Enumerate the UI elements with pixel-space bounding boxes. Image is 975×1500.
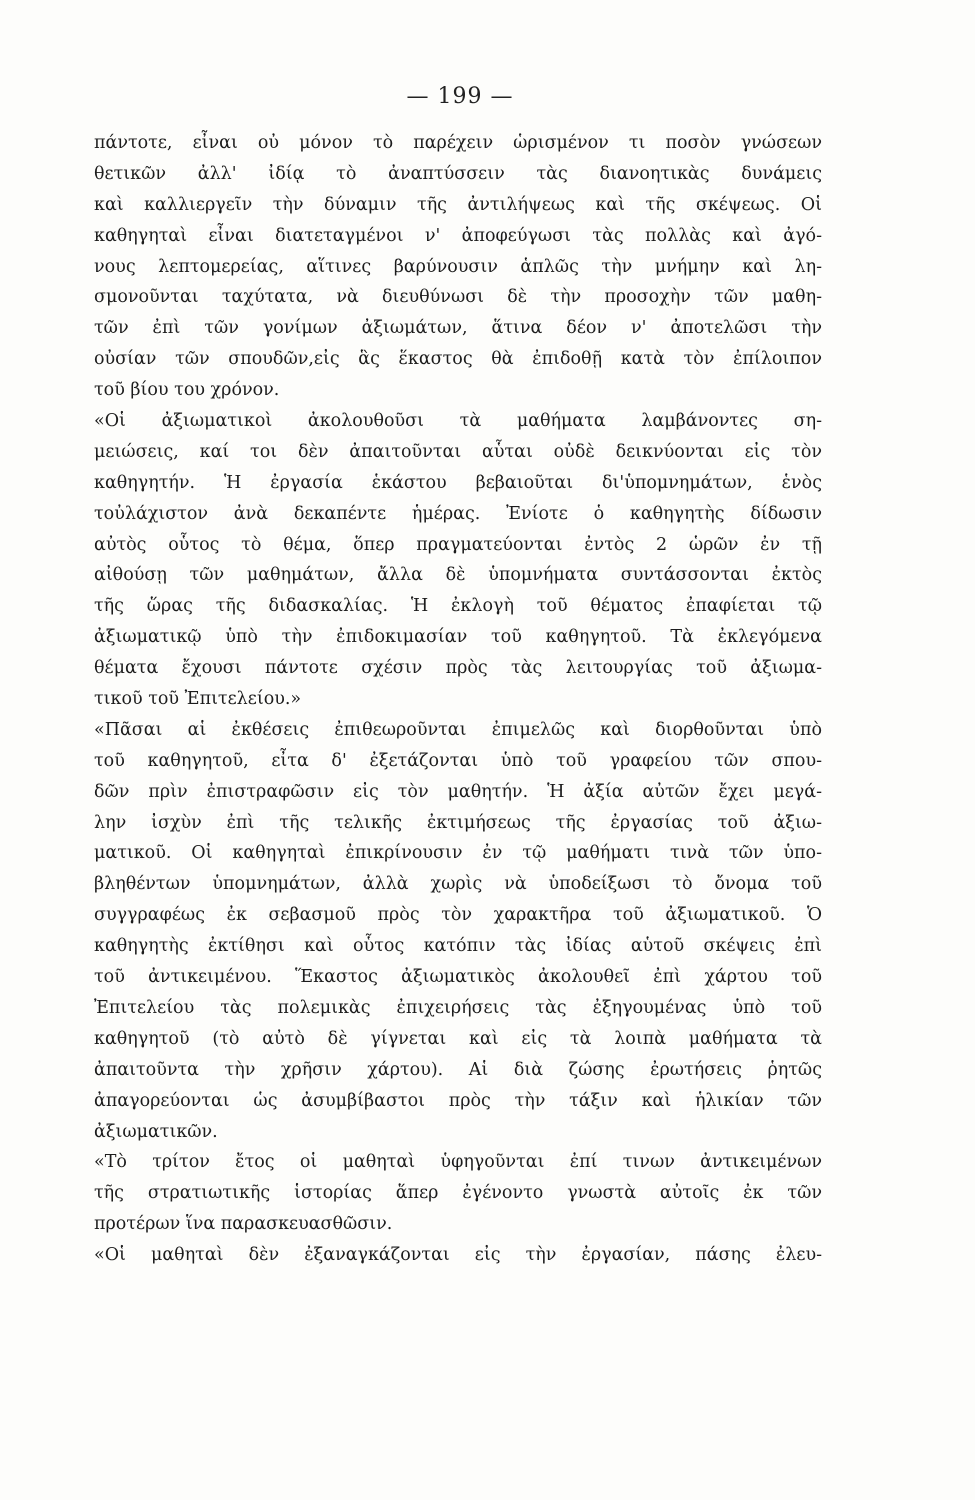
text-line: τοῦ βίου του χρόνον. — [94, 380, 280, 401]
text-line: θετικῶν ἀλλ' ἰδίᾳ τὸ ἀναπτύσσειν τὰς διανοητικὰς δυνάμεις — [94, 163, 822, 184]
text-line: λην ἰσχὺν ἐπὶ τῆς τελικῆς ἐκτιμήσεως τῆς ἐργασίας τοῦ ἀξιω- — [94, 812, 822, 833]
page-number: — 199 — — [406, 84, 514, 109]
text-line: ματικοῦ. Οἱ καθηγηταὶ ἐπικρίνουσιν ἐν τῷ μαθήματι τινὰ τῶν ὑπο- — [94, 843, 822, 864]
text-line: τοῦ ἀντικειμένου. Ἕκαστος ἀξιωματικὸς ἀκολουθεῖ ἐπὶ χάρτου τοῦ — [94, 967, 822, 988]
text-line: τικοῦ τοῦ Ἐπιτελείου.» — [94, 689, 302, 710]
text-line: δῶν πρὶν ἐπιστραφῶσιν εἰς τὸν μαθητήν. Ἡ ἀξία αὐτῶν ἔχει μεγά- — [94, 781, 822, 802]
text-line: τοὐλάχιστον ἀνὰ δεκαπέντε ἡμέρας. Ἐνίοτε ὁ καθηγητὴς δίδωσιν — [94, 503, 822, 524]
text-line: τῆς στρατιωτικῆς ἱστορίας ἅπερ ἐγένοντο γνωστὰ αὐτοῖς ἐκ τῶν — [94, 1183, 822, 1204]
text-line: «Οἱ μαθηταὶ δὲν ἐξαναγκάζονται εἰς τὴν ἐργασίαν, πάσης ἐλευ- — [94, 1245, 822, 1266]
text-line: πάντοτε, εἶναι οὐ μόνον τὸ παρέχειν ὡρισμένον τι ποσὸν γνώσεων — [94, 133, 822, 153]
text-line: νους λεπτομερείας, αἵτινες βαρύνουσιν ἁπλῶς τὴν μνήμην καὶ λη- — [94, 256, 822, 277]
text-line: ἀξιωματικῶν. — [94, 1121, 218, 1142]
text-line: «Οἱ ἀξιωματικοὶ ἀκολουθοῦσι τὰ μαθήματα λαμβάνοντες ση- — [94, 411, 822, 432]
text-line: ἀξιωματικῷ ὑπὸ τὴν ἐπιδοκιμασίαν τοῦ καθηγητοῦ. Τὰ ἐκλεγόμενα — [94, 627, 822, 648]
text-line: ἀπαιτοῦντα τὴν χρῆσιν χάρτου). Αἱ διὰ ζώσης ἐρωτήσεις ῥητῶς — [94, 1059, 822, 1080]
text-line: καθηγητήν. Ἡ ἐργασία ἑκάστου βεβαιοῦται δι'ὑπομνημάτων, ἑνὸς — [94, 472, 822, 493]
text-line: τῆς ὥρας τῆς διδασκαλίας. Ἡ ἐκλογὴ τοῦ θέματος ἐπαφίεται τῷ — [94, 596, 822, 617]
body-text — [94, 128, 822, 1271]
text-line: θέματα ἔχουσι πάντοτε σχέσιν πρὸς τὰς λειτουργίας τοῦ ἀξιωμα- — [94, 658, 822, 679]
text-line: σμονοῦνται ταχύτατα, νὰ διευθύνωσι δὲ τὴν προσοχὴν τῶν μαθη- — [94, 287, 822, 308]
text-line: «Πᾶσαι αἱ ἐκθέσεις ἐπιθεωροῦνται ἐπιμελῶς καὶ διορθοῦνται ὑπὸ — [94, 719, 822, 740]
text-line: συγγραφέως ἐκ σεβασμοῦ πρὸς τὸν χαρακτῆρα τοῦ ἀξιωματικοῦ. Ὁ — [94, 905, 822, 926]
text-line: αἰθούσῃ τῶν μαθημάτων, ἄλλα δὲ ὑπομνήματα συντάσσονται ἐκτὸς — [94, 565, 822, 586]
text-line: βληθέντων ὑπομνημάτων, ἀλλὰ χωρὶς νὰ ὑποδείξωσι τὸ ὄνομα τοῦ — [94, 874, 822, 895]
text-line: τῶν ἐπὶ τῶν γονίμων ἀξιωμάτων, ἅτινα δέον ν' ἀποτελῶσι τὴν — [94, 318, 822, 339]
text-line: καὶ καλλιεργεῖν τὴν δύναμιν τῆς ἀντιλήψεως καὶ τῆς σκέψεως. Οἱ — [94, 194, 822, 215]
text-line: μειώσεις, καί τοι δὲν ἀπαιτοῦνται αὗται οὐδὲ δεικνύονται εἰς τὸν — [94, 441, 822, 462]
text-line: αὐτὸς οὗτος τὸ θέμα, ὅπερ πραγματεύονται ἐντὸς 2 ὡρῶν ἐν τῇ — [94, 534, 822, 555]
text-line: καθηγηταὶ εἶναι διατεταγμένοι ν' ἀποφεύγωσι τὰς πολλὰς καὶ ἀγό- — [94, 225, 822, 246]
text-line: τοῦ καθηγητοῦ, εἶτα δ' ἐξετάζονται ὑπὸ τοῦ γραφείου τῶν σπου- — [94, 750, 822, 771]
text-line: «Τὸ τρίτον ἔτος οἱ μαθηταὶ ὑφηγοῦνται ἐπί τινων ἀντικειμένων — [94, 1152, 822, 1173]
text-line: καθηγητοῦ (τὸ αὐτὸ δὲ γίγνεται καὶ εἰς τὰ λοιπὰ μαθήματα τὰ — [94, 1028, 822, 1049]
text-line: ἀπαγορεύονται ὡς ἀσυμβίβαστοι πρὸς τὴν τάξιν καὶ ἡλικίαν τῶν — [94, 1090, 822, 1111]
text-line: προτέρων ἵνα παρασκευασθῶσιν. — [94, 1214, 393, 1235]
text-line: οὐσίαν τῶν σπουδῶν,εἰς ἃς ἕκαστος θὰ ἐπιδοθῇ κατὰ τὸν ἐπίλοιπον — [94, 349, 822, 370]
text-line: Ἐπιτελείου τὰς πολεμικὰς ἐπιχειρήσεις τὰς ἐξηγουμένας ὑπὸ τοῦ — [94, 997, 822, 1018]
text-line: καθηγητὴς ἐκτίθησι καὶ οὗτος κατόπιν τὰς ἰδίας αὑτοῦ σκέψεις ἐπὶ — [94, 936, 822, 957]
